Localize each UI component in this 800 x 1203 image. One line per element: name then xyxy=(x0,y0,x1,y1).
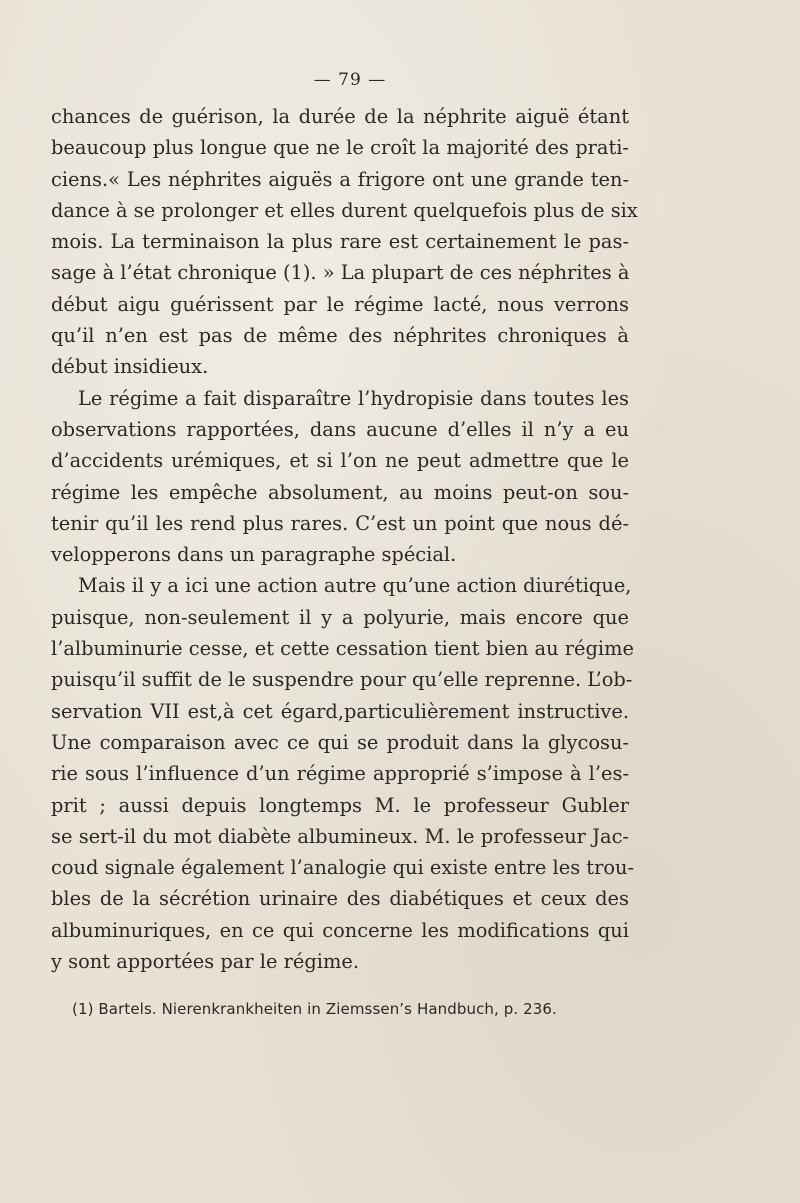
footnote: (1) Bartels. Nierenkrankheiten in Ziemssen’s Handbuch, p. 236. xyxy=(72,1000,557,1018)
page-number: — 79 — xyxy=(313,70,387,90)
text-line: y sont apportées par le régime. xyxy=(51,950,360,974)
text-line: d’accidents urémiques, et si l’on ne peut admettre que le xyxy=(51,449,629,473)
text-line: dance à se prolonger et elles durent quelquefois plus de six xyxy=(51,198,638,222)
text-line: début aigu guérissent par le régime lacté, nous verrons xyxy=(51,292,629,316)
body-text xyxy=(51,101,638,977)
text-line: rie sous l’influence d’un régime approprié s’impose à l’es- xyxy=(51,762,629,786)
text-line: puisque, non-seulement il y a polyurie, mais encore que xyxy=(51,605,629,629)
text-line: Mais il y a ici une action autre qu’une action diurétique, xyxy=(78,574,632,598)
text-line: prit ; aussi depuis longtemps M. le professeur Gubler xyxy=(51,793,629,817)
text-line: qu’il n’en est pas de même des néphrites chroniques à xyxy=(51,324,629,348)
text-line: mois. La terminaison la plus rare est certainement le pas- xyxy=(51,230,629,254)
text-line: albuminuriques, en ce qui concerne les modifications qui xyxy=(51,918,629,942)
text-line: chances de guérison, la durée de la néphrite aiguë étant xyxy=(51,105,629,128)
text-line: Une comparaison avec ce qui se produit dans la glycosu- xyxy=(51,730,629,754)
text-line: l’albuminurie cesse, et cette cessation tient bien au régime xyxy=(51,637,634,661)
text-line: coud signale également l’analogie qui existe entre les trou- xyxy=(51,856,635,880)
text-line: Le régime a fait disparaître l’hydropisie dans toutes les xyxy=(78,386,629,410)
text-line: bles de la sécrétion urinaire des diabétiques et ceux des xyxy=(51,887,629,911)
text-line: puisqu’il suffit de le suspendre pour qu’elle reprenne. L’ob- xyxy=(51,668,633,692)
text-line: observations rapportées, dans aucune d’elles il n’y a eu xyxy=(51,417,629,441)
text-line: velopperons dans un paragraphe spécial. xyxy=(51,543,457,567)
text-line: beaucoup plus longue que ne le croît la majorité des prati- xyxy=(51,136,629,160)
text-line: se sert-il du mot diabète albumineux. M. le professeur Jac- xyxy=(51,824,629,848)
text-line: servation VII est,à cet égard,particulièrement instructive. xyxy=(51,699,629,723)
text-line: tenir qu’il les rend plus rares. C’est un point que nous dé- xyxy=(51,511,629,535)
text-line: ciens.« Les néphrites aiguës a frigore ont une grande ten- xyxy=(51,167,629,191)
text-line: régime les empêche absolument, au moins peut-on sou- xyxy=(51,480,629,504)
text-line: début insidieux. xyxy=(51,355,209,379)
text-line: sage à l’état chronique (1). » La plupart de ces néphrites à xyxy=(51,261,630,285)
